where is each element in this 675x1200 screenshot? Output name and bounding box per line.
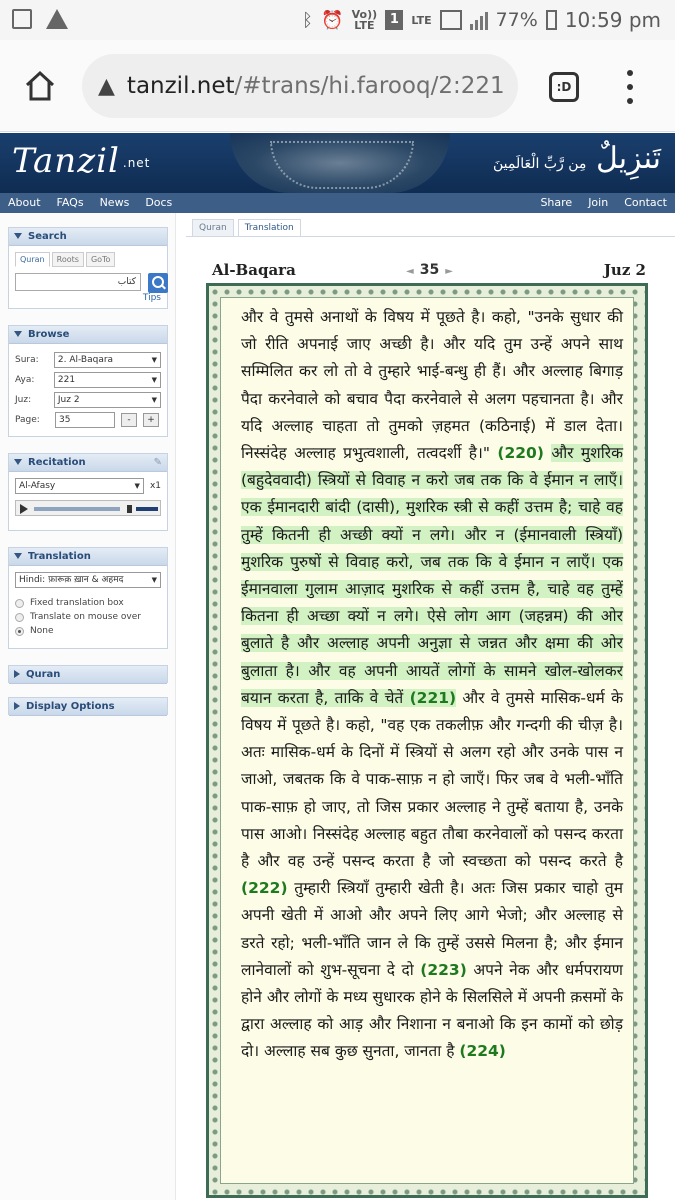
- signal-2-icon: [470, 10, 488, 30]
- lte-indicator: LTE: [411, 13, 432, 27]
- verse-224[interactable]: अपने नेक और धर्मपरायण होने और लोगों के मध्य सुधारक होने के सिलसिले में अपनी क़समों के द्वारा अल्लाह को आड़ और निशाना न बनाओ कि इन कामों को छोड़ दो। अल्लाह सब कुछ सुनता, जानता है (224): [241, 960, 623, 1061]
- volume-icon[interactable]: [126, 505, 132, 513]
- search-panel: [8, 227, 168, 309]
- volte-indicator: Vo)) LTE: [351, 8, 378, 32]
- verse-number: (220): [497, 444, 544, 463]
- radio-none[interactable]: [15, 627, 24, 636]
- warning-notification-icon: [46, 9, 68, 29]
- site-nav: [0, 193, 675, 213]
- search-tab-roots[interactable]: Roots: [52, 252, 84, 267]
- expand-icon: [14, 670, 20, 678]
- page-number: 35: [419, 262, 440, 278]
- juz-select[interactable]: Juz 2 ▼: [54, 392, 161, 408]
- page-header: [210, 261, 646, 281]
- page-label: Page:: [15, 414, 40, 425]
- browser-toolbar: [0, 40, 675, 132]
- search-tab-quran[interactable]: Quran: [15, 252, 50, 267]
- page-next-button[interactable]: +: [143, 413, 159, 427]
- option-none[interactable]: None: [15, 624, 161, 638]
- verse-number: (222): [241, 879, 288, 898]
- search-tab-goto[interactable]: GoTo: [86, 252, 116, 267]
- translation-text-area: [220, 297, 634, 1184]
- recitation-panel-header[interactable]: Recitation ✎: [9, 454, 167, 472]
- browser-menu-icon[interactable]: [626, 70, 634, 104]
- volume-slider[interactable]: [136, 507, 158, 511]
- verse-number: (223): [420, 960, 467, 979]
- url-domain: tanzil.net: [126, 73, 235, 99]
- option-fixed-box[interactable]: Fixed translation box: [15, 596, 161, 610]
- page-input[interactable]: 35: [55, 412, 115, 428]
- quran-panel-header[interactable]: Quran: [9, 666, 167, 684]
- site-logo[interactable]: Tanzil .net: [12, 141, 151, 181]
- wrench-icon[interactable]: ✎: [153, 457, 162, 468]
- tab-divider: [186, 236, 675, 237]
- tab-switcher-button[interactable]: :D: [549, 72, 579, 102]
- search-button[interactable]: [148, 273, 168, 293]
- site-header: [0, 133, 675, 193]
- page-nav: [400, 262, 459, 278]
- battery-percent: 77%: [495, 9, 538, 31]
- search-panel-header[interactable]: Search: [9, 228, 167, 246]
- aya-label: Aya:: [15, 374, 35, 385]
- not-secure-icon[interactable]: ▲: [98, 73, 115, 99]
- radio-fixed-box[interactable]: [15, 599, 24, 608]
- translation-text: [241, 304, 623, 1066]
- seek-bar[interactable]: [34, 507, 120, 511]
- address-bar[interactable]: [82, 54, 518, 118]
- juz-label: Juz 2: [603, 261, 646, 279]
- nav-share[interactable]: Share: [540, 196, 573, 209]
- header-ornament: [230, 133, 450, 193]
- display-panel-header[interactable]: Display Options: [9, 698, 167, 716]
- verse-number: (221): [409, 688, 457, 707]
- prev-page-icon[interactable]: ◄: [406, 266, 414, 277]
- option-mouse-over[interactable]: Translate on mouse over: [15, 610, 161, 624]
- url-path: /#trans/hi.farooq/2:221: [234, 73, 505, 99]
- status-bar: [0, 0, 675, 40]
- verse-number: (224): [459, 1042, 506, 1061]
- browse-panel-header[interactable]: Browse: [9, 326, 167, 344]
- page-prev-button[interactable]: -: [121, 413, 137, 427]
- translation-panel-header[interactable]: Translation: [9, 548, 167, 566]
- nav-faqs[interactable]: FAQs: [56, 196, 84, 209]
- tab-quran[interactable]: Quran: [192, 219, 234, 237]
- search-input[interactable]: كتاب: [15, 273, 141, 291]
- alarm-icon: ⏰: [320, 9, 344, 31]
- search-tips-link[interactable]: Tips: [142, 293, 161, 303]
- nav-docs[interactable]: Docs: [145, 196, 173, 209]
- browse-panel: [8, 325, 168, 437]
- sura-label: Sura:: [15, 354, 39, 365]
- page-frame: [206, 283, 648, 1198]
- verse-221-highlighted[interactable]: और मुशरिक (बहुदेववादी) स्त्रियों से विवाह न करो जब तक कि वे ईमान न लाएँ। एक ईमानदारी बांदी (दासी), मुशरिक स्त्री से कहीं उत्तम है; चाहे वह तुम्हें कितनी ही अच्छी क्यों न लगे। और न (ईमानवाली स्त्रियाँ) मुशरिक पुरुषों से विवाह करो, जब तक कि वे ईमान न लाएँ। एक ईमानवाला गुलाम आज़ाद मुशरिक से कहीं उत्तम है, चाहे वह तुम्हें कितना ही अच्छा क्यों न लगे। ऐसे लोग आग (जहन्नम) की ओर बुलाते है और अल्लाह अपनी अनुज्ञा से जन्नत और क्षमा की ओर बुलाता है। और वह अपनी आयतें लोगों के सामने खोल-खोलकर बयान करता है, ताकि वे चेतें (221): [241, 444, 623, 707]
- collapse-icon: [14, 331, 22, 337]
- battery-icon: [546, 10, 557, 30]
- expand-icon: [14, 702, 20, 710]
- sura-name: Al-Baqara: [212, 261, 296, 279]
- verse-222[interactable]: और वे तुमसे मासिक-धर्म के विषय में पूछते है। कहो, "वह एक तकलीफ़ और गन्दगी की चीज़ है। अतः मासिक-धर्म के दिनों में स्त्रियों से अलग रहो और उनके पास न जाओ, जबतक कि वे पाक-साफ़ न हो जाएँ। फिर जब वे भली-भाँति पाक-साफ़ हो जाए, तो जिस प्रकार अल्लाह ने तुम्हें बताया है, उनके पास आओ। निस्संदेह अल्लाह बहुत तौबा करनेवालों को पसन्द करता है और वह उन्हें पसन्द करता है जो स्वच्छता को पसन्द करते है (222): [241, 688, 623, 898]
- speed-label[interactable]: x1: [149, 481, 161, 491]
- nav-about[interactable]: About: [8, 196, 41, 209]
- verse-220[interactable]: और वे तुमसे अनाथों के विषय में पूछते है। कहो, "उनके सुधार की जो रीति अपनाई जाए अच्छी है। और यदि तुम उन्हें अपने साथ सम्मिलित कर लो तो वे तुम्हारे भाई-बन्धु ही हैं। और अल्लाह बिगाड़ पैदा करनेवाले को बचाव पैदा करनेवाले से अलग पहचानता है। और यदि अल्लाह चाहता तो तुमको ज़हमत (कठिनाई) में डाल देता। निस्संदेह अल्लाह प्रभुत्वशाली, तत्वदर्शी है।" (220): [241, 308, 623, 463]
- signal-1-icon: [440, 10, 462, 30]
- home-icon[interactable]: [24, 70, 56, 102]
- tab-translation[interactable]: Translation: [238, 219, 301, 237]
- verse-223[interactable]: तुम्हारी स्त्रियाँ तुम्हारी खेती है। अतः जिस प्रकार चाहो तुम अपनी खेती में आओ और अपने लिए आगे भेजो; और अल्लाह से डरते रहो; भली-भाँति जान ले कि तुम्हें उससे मिलना है; और ईमान लानेवालों को शुभ-सूचना दे दो (223): [241, 879, 623, 979]
- display-panel: [8, 697, 168, 715]
- sim-indicator: 1: [385, 10, 403, 30]
- gallery-notification-icon: [12, 9, 32, 29]
- reciter-select[interactable]: Al-Afasy ▼: [15, 478, 144, 494]
- sidebar: [0, 213, 176, 1200]
- arabic-logo: تَنزِيلٌ مِن رَّبِّ الْعَالَمِينَ: [493, 141, 661, 176]
- clock: 10:59 pm: [564, 8, 661, 32]
- recitation-panel: [8, 453, 168, 531]
- translation-panel: [8, 547, 168, 649]
- sura-select[interactable]: 2. Al-Baqara ▼: [54, 352, 161, 368]
- play-icon[interactable]: [20, 504, 28, 514]
- aya-select[interactable]: 221 ▼: [54, 372, 161, 388]
- audio-player: [15, 500, 161, 516]
- bluetooth-icon: ᛒ: [302, 9, 313, 31]
- translation-select[interactable]: Hindi: फ़ारूक़ ख़ान & अहमद ▼: [15, 572, 161, 588]
- main-content: [186, 213, 675, 1200]
- juz-label: Juz:: [15, 394, 32, 405]
- collapse-icon: [14, 553, 22, 559]
- radio-mouse-over[interactable]: [15, 613, 24, 622]
- next-page-icon[interactable]: ►: [445, 266, 453, 277]
- collapse-icon: [14, 233, 22, 239]
- collapse-icon: [14, 459, 22, 465]
- nav-contact[interactable]: Contact: [624, 196, 667, 209]
- nav-join[interactable]: Join: [588, 196, 609, 209]
- quran-panel: [8, 665, 168, 683]
- nav-news[interactable]: News: [99, 196, 130, 209]
